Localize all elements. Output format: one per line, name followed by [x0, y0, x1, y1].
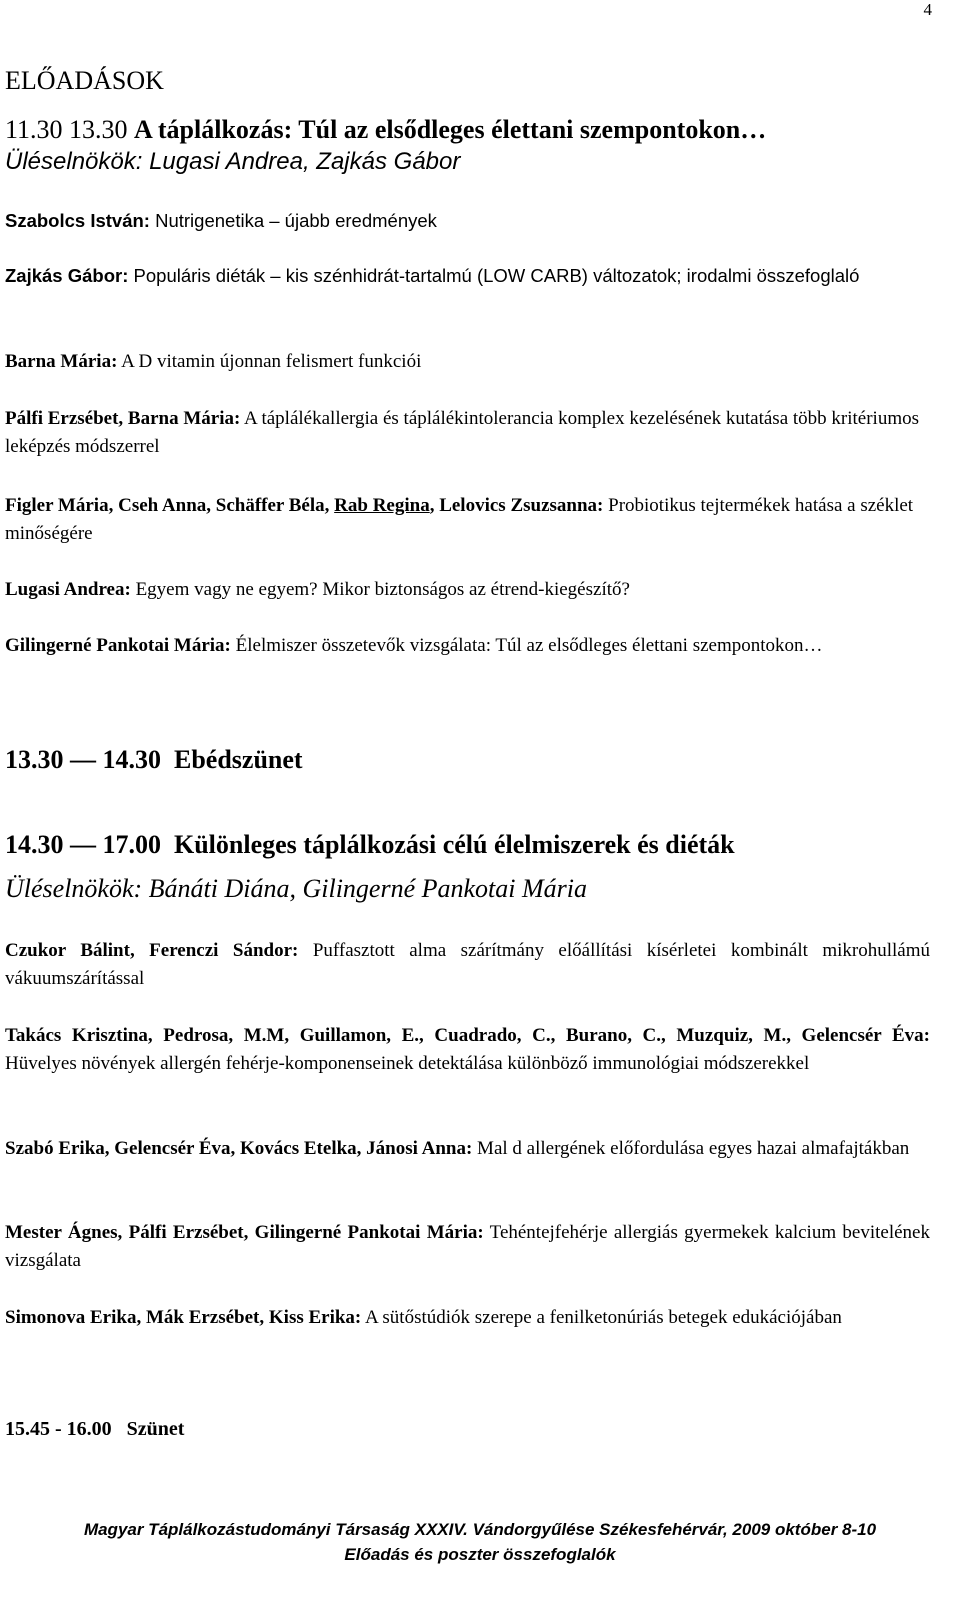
talk-title: Puffasztott alma szárítmány előállítási kísérletei kombinált mikrohullámú vákuumszárítással	[5, 940, 930, 989]
talk-authors	[5, 495, 603, 516]
talk-item	[5, 632, 930, 660]
author-names: , Cseh Anna, Schäffer Béla,	[108, 495, 335, 516]
talk-item	[5, 937, 930, 993]
talk-title: Egyem vagy ne egyem? Mikor biztonságos az étrend-kiegészítő?	[130, 579, 630, 600]
footer-line-2: Előadás és poszter összefoglalók	[344, 1545, 616, 1564]
talk-authors: Pálfi Erzsébet, Barna Mária:	[5, 408, 241, 429]
talk-title: Élelmiszer összetevők vizsgálata: Túl az elsődleges élettani szempontokon…	[230, 635, 823, 656]
talk-authors: Gilingerné Pankotai Mária:	[5, 635, 231, 656]
talk-title: Hüvelyes növények allergén fehérje-komponenseinek detektálása különböző immunológiai módszerekkel	[5, 1053, 810, 1074]
talk-title: Nutrigenetika – újabb eredmények	[149, 210, 437, 231]
talk-title: A táplálékallergia és táplálékintolerancia komplex kezelésének kutatása több kritériumos leképzés módszerrel	[5, 408, 919, 457]
talk-authors: Takács Krisztina, Pedrosa, M.M, Guillamon, E., Cuadrado, C., Burano, C., Muzquiz, M., Gelencsér Éva:	[5, 1025, 930, 1046]
talk-item	[5, 348, 930, 376]
session-1-title	[5, 115, 766, 145]
footer-line-1: Magyar Táplálkozástudományi Társaság XXXIV. Vándorgyűlése Székesfehérvár, 2009 október 8-10	[83, 1520, 877, 1539]
talk-item	[5, 1304, 930, 1332]
session-2-time: 14.30 — 17.00	[5, 830, 161, 859]
talk-authors: Lugasi Andrea:	[5, 579, 131, 600]
talk-title: A D vitamin újonnan felismert funkciói	[117, 351, 422, 372]
talk-authors: Barna Mária:	[5, 351, 118, 372]
talk-item	[5, 1219, 930, 1275]
talk-title: Tehéntejfehérje allergiás gyermekek kalcium bevitelének vizsgálata	[5, 1222, 930, 1271]
talk-item	[5, 262, 930, 290]
talk-item	[5, 1022, 930, 1078]
session-1-topic: A táplálkozás: Túl az elsődleges élettani szempontokon…	[134, 115, 767, 144]
talk-authors: Zajkás Gábor:	[5, 265, 129, 286]
session-2-chairs: Üléselnökök: Bánáti Diána, Gilingerné Pankotai Mária	[5, 874, 588, 903]
talk-authors: Mester Ágnes, Pálfi Erzsébet, Gilingerné Pankotai Mária:	[5, 1222, 484, 1243]
talk-authors: Szabó Erika, Gelencsér Éva, Kovács Etelka, Jánosi Anna:	[5, 1138, 473, 1159]
session-1-chairs: Üléselnökök: Lugasi Andrea, Zajkás Gábor	[5, 148, 461, 175]
presenting-author: Rab Regina	[334, 495, 430, 516]
talk-authors: Czukor Bálint, Ferenczi Sándor:	[5, 940, 299, 961]
talk-item	[5, 492, 930, 548]
talk-item	[5, 1135, 930, 1163]
talk-title: A sütőstúdiók szerepe a fenilketonúriás betegek edukációjában	[361, 1307, 842, 1328]
talk-title: Probiotikus tejtermékek hatása a széklet minőségére	[5, 495, 914, 544]
session-1-time: 11.30 13.30	[5, 115, 128, 144]
talk-authors: Szabolcs István:	[5, 210, 150, 231]
break-time: 15.45 - 16.00	[5, 1418, 112, 1440]
talk-item	[5, 576, 930, 604]
lunch-label: Ebédszünet	[174, 745, 303, 774]
author-name: , Lelovics Zsuzsanna:	[429, 495, 604, 516]
coffee-break	[5, 1418, 184, 1441]
talk-item	[5, 207, 930, 235]
section-heading: ELŐADÁSOK	[5, 66, 164, 95]
lunch-break	[5, 745, 303, 775]
break-label: Szünet	[126, 1418, 185, 1440]
talk-title: Populáris diéták – kis szénhidrát-tartalmú (LOW CARB) változatok; irodalmi összefoglaló	[128, 265, 860, 286]
author-name: Figler Mária	[5, 495, 109, 516]
page-number: 4	[923, 0, 932, 19]
talk-authors: Simonova Erika, Mák Erzsébet, Kiss Erika:	[5, 1307, 362, 1328]
talk-item	[5, 405, 930, 461]
talk-title: Mal d allergének előfordulása egyes hazai almafajtákban	[472, 1138, 910, 1159]
session-2-topic: Különleges táplálkozási célú élelmiszerek és diéták	[174, 830, 735, 859]
session-2-title	[5, 830, 735, 860]
lunch-time: 13.30 — 14.30	[5, 745, 161, 774]
